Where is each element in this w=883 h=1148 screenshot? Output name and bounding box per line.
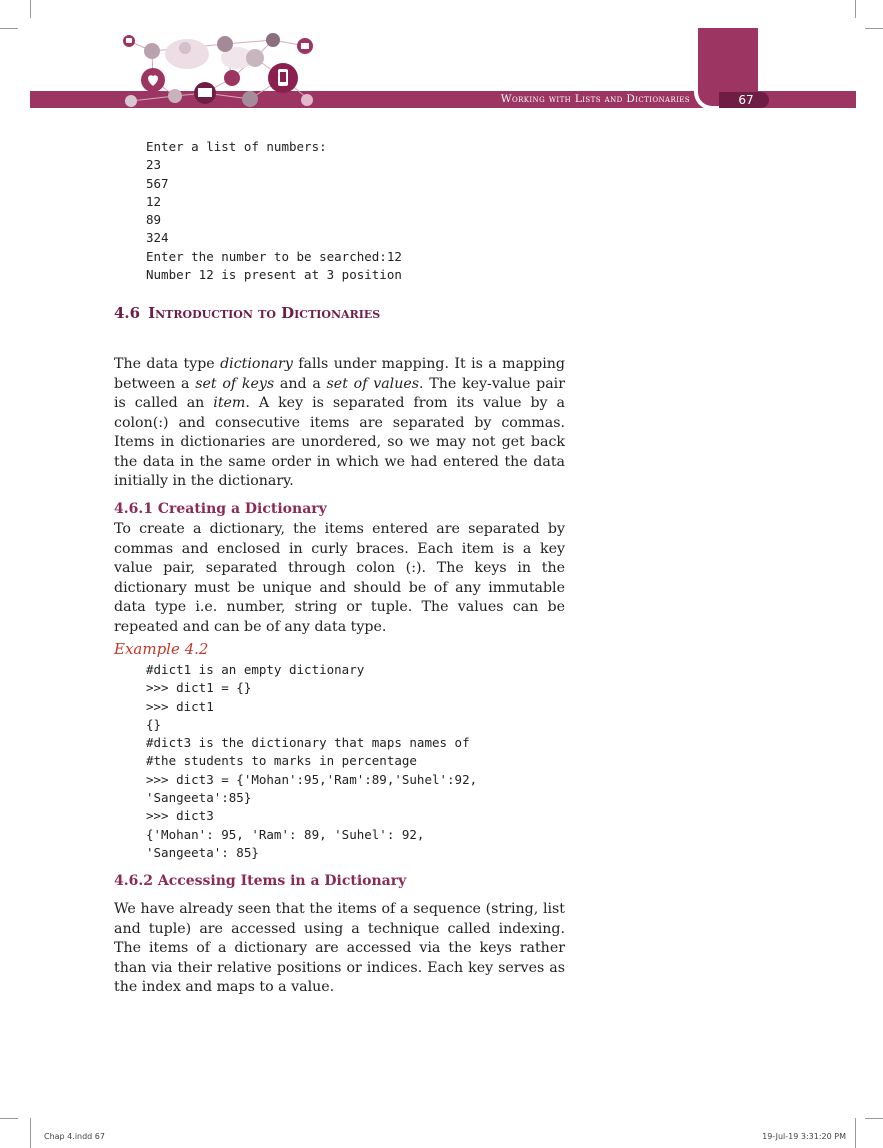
accessing-paragraph: We have already seen that the items of a sequence (string, list and tuple) are accessed using a technique called indexing. The items of a dictionary are accessed via the keys rather than via their relative positions or indices. Each key serves as the index and maps to a value. bbox=[114, 901, 565, 995]
section-heading bbox=[114, 304, 380, 322]
term-item: item bbox=[213, 395, 246, 411]
code-line: #dict3 is the dictionary that maps names of bbox=[146, 735, 470, 751]
code-line: {'Mohan': 95, 'Ram': 89, 'Suhel': 92, bbox=[146, 826, 425, 842]
social-network-icon bbox=[115, 26, 330, 112]
crop-mark bbox=[865, 1118, 883, 1119]
footer-timestamp: 19-Jul-19 3:31:20 PM bbox=[762, 1132, 846, 1141]
crop-mark bbox=[30, 1118, 31, 1148]
text-run: falls under mapping. It is a mapping between a bbox=[114, 356, 565, 392]
code-line: {} bbox=[146, 716, 162, 732]
code-line: >>> dict3 = {'Mohan':95,'Ram':89,'Suhel':92, bbox=[146, 771, 478, 787]
code-line: >>> dict1 bbox=[146, 698, 214, 714]
program-output-block bbox=[146, 138, 402, 284]
crop-mark bbox=[855, 0, 856, 18]
crop-mark bbox=[0, 28, 18, 29]
intro-paragraph bbox=[114, 355, 565, 492]
code-line: 324 bbox=[146, 230, 169, 246]
text-run: and a bbox=[274, 375, 327, 392]
running-title: Working with Lists and Dictionaries bbox=[500, 93, 690, 105]
code-line: 567 bbox=[146, 175, 169, 191]
code-line: 12 bbox=[146, 193, 162, 209]
code-line: #dict1 is an empty dictionary bbox=[146, 662, 365, 677]
section-number: 4.6 bbox=[114, 304, 141, 322]
code-line: >>> dict1 = {} bbox=[146, 680, 252, 696]
example-label: Example 4.2 bbox=[114, 640, 209, 658]
subsection-heading-accessing: 4.6.2 Accessing Items in a Dictionary bbox=[114, 873, 407, 889]
code-line: Enter the number to be searched:12 bbox=[146, 248, 402, 264]
code-line: >>> dict3 bbox=[146, 808, 214, 824]
footer-file-info: Chap 4.indd 67 bbox=[44, 1132, 105, 1141]
code-line: 'Sangeeta':85} bbox=[146, 790, 252, 806]
code-line: 'Sangeeta': 85} bbox=[146, 844, 259, 860]
code-line: Enter a list of numbers: bbox=[146, 139, 327, 154]
crop-mark bbox=[865, 28, 883, 29]
text-run: . The key-value pair is called an bbox=[114, 375, 565, 411]
subsection-heading-creating: 4.6.1 Creating a Dictionary bbox=[114, 501, 327, 517]
code-line: Number 12 is present at 3 position bbox=[146, 267, 402, 283]
section-title: Introduction to Dictionaries bbox=[148, 304, 381, 322]
term-set-of-keys: set of keys bbox=[195, 375, 275, 392]
code-line: 23 bbox=[146, 157, 162, 173]
crop-mark bbox=[855, 1118, 856, 1148]
text-run: . A key is separated from its value by a colon(:) and consecutive items are separated by commas. Items in dictionaries are unordered, so we may not get back the data in the same order in which we had entered the data initially in the dictionary. bbox=[114, 395, 565, 489]
code-line: #the students to marks in percentage bbox=[146, 753, 417, 769]
page-number: 67 bbox=[738, 93, 754, 107]
text-run: The data type bbox=[114, 356, 221, 372]
code-line: 89 bbox=[146, 212, 162, 228]
crop-mark bbox=[0, 1118, 18, 1119]
term-set-of-values: set of values bbox=[326, 375, 420, 392]
creating-paragraph: To create a dictionary, the items entered are separated by commas and enclosed in curly braces. Each item is a key value pair, separated through colon (:). The keys in the dictionary must be unique and should be of any immutable data type i.e. number, string or tuple. The values can be repeated and can be of any data type. bbox=[114, 521, 565, 635]
example-code-block bbox=[146, 661, 477, 862]
term-dictionary: dictionary bbox=[220, 356, 293, 372]
crop-mark bbox=[30, 0, 31, 18]
